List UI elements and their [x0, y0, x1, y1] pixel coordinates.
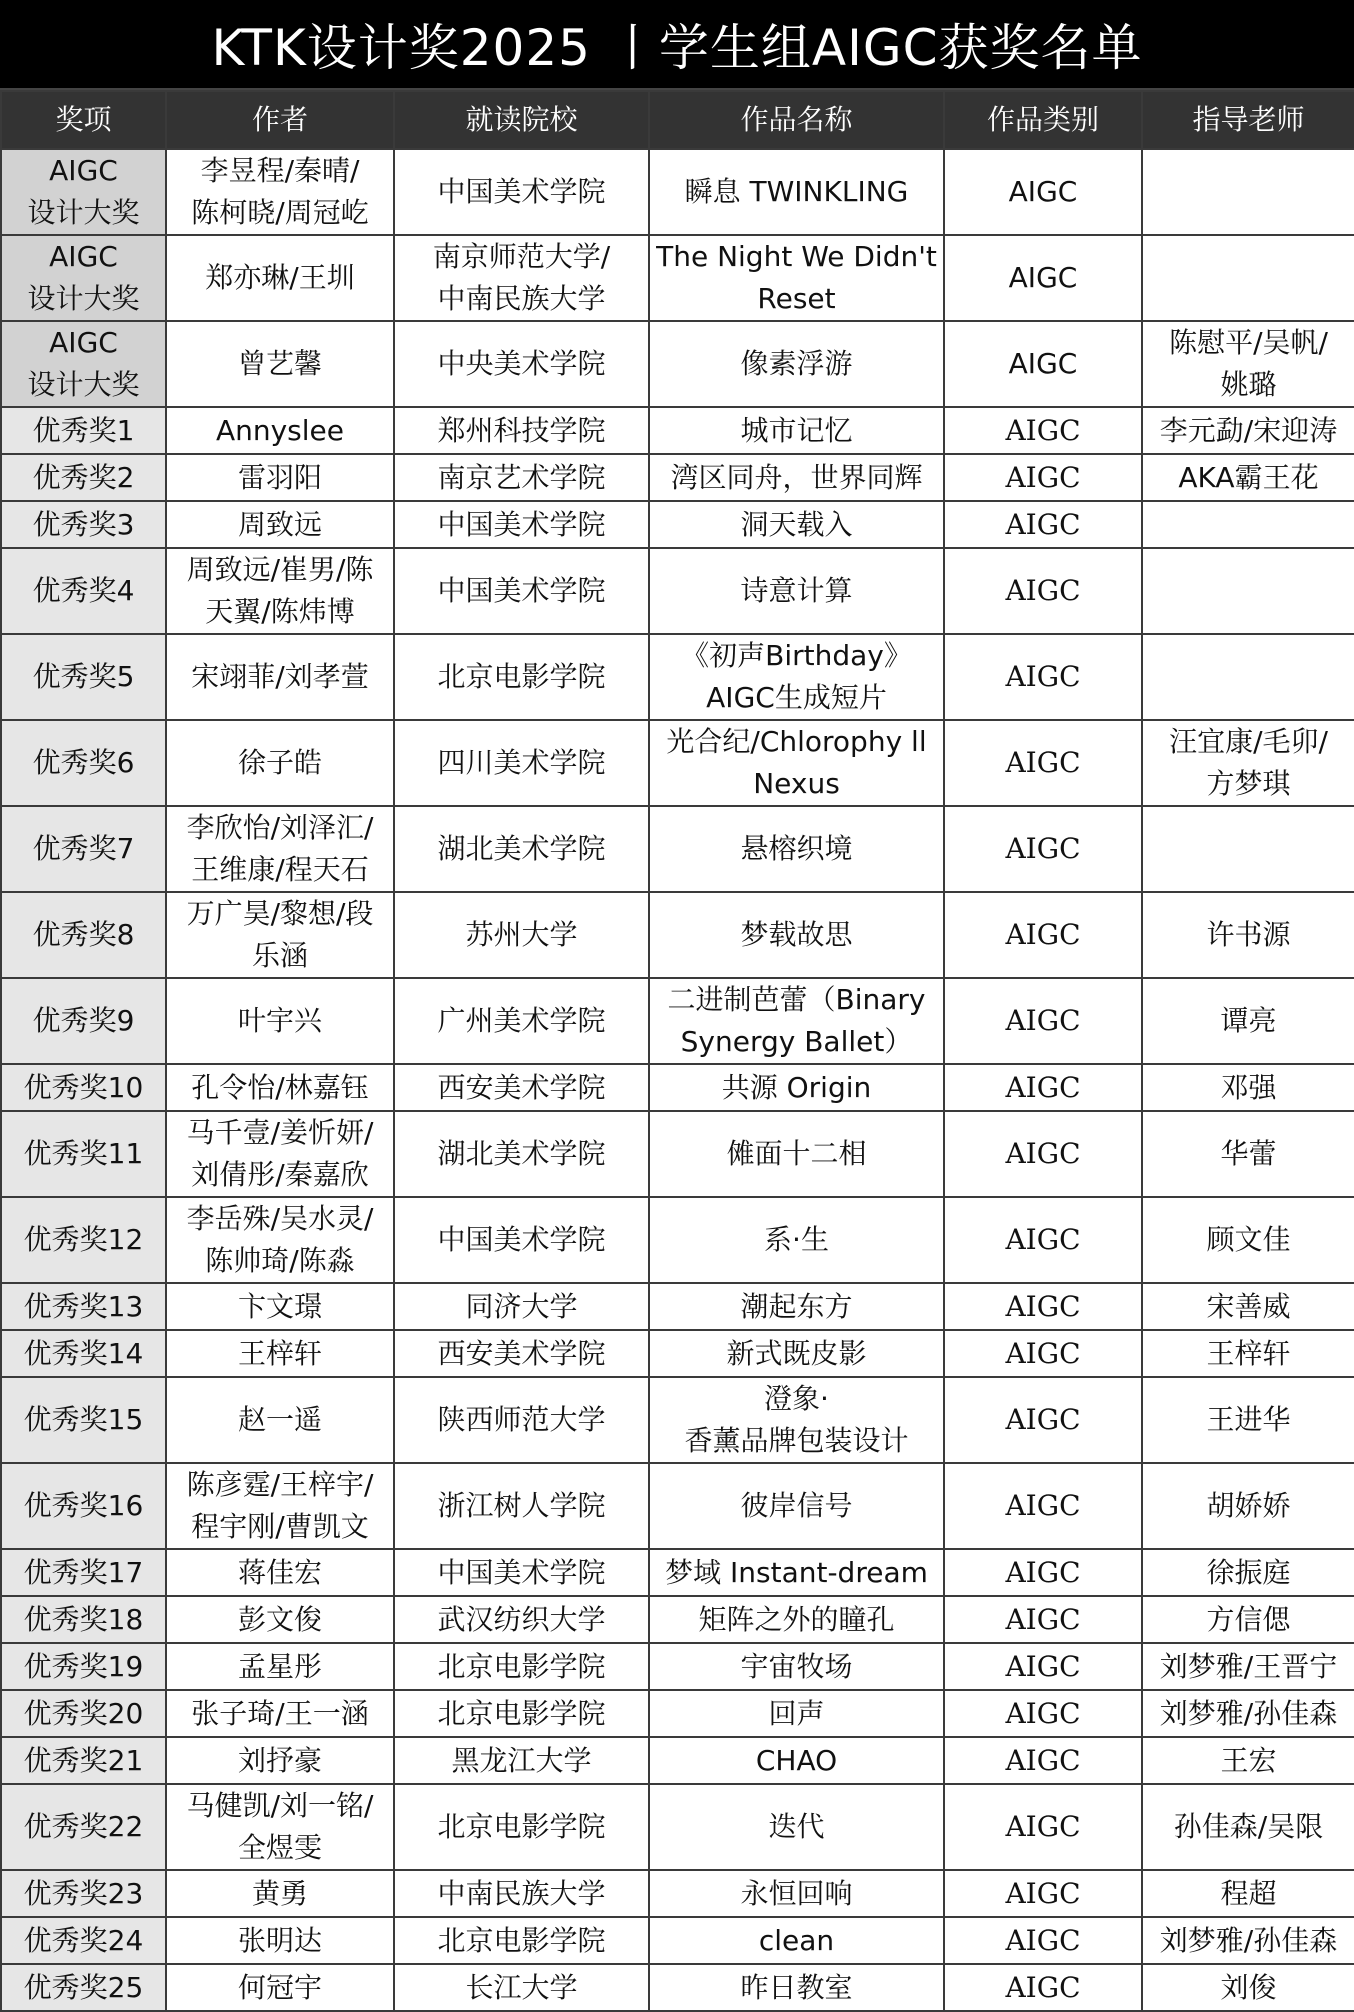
- category-cell: AIGC: [944, 978, 1142, 1064]
- table-row: [1, 720, 1354, 806]
- table-body: [1, 149, 1354, 2011]
- award-cell: 优秀奖24: [1, 1917, 166, 1964]
- advisor-cell: 李元勐/宋迎涛: [1142, 407, 1354, 454]
- advisor-cell: [1142, 149, 1354, 235]
- award-cell: 优秀奖14: [1, 1330, 166, 1377]
- author-cell: 卞文璟: [166, 1283, 394, 1330]
- category-cell: AIGC: [944, 454, 1142, 501]
- advisor-cell: 谭亮: [1142, 978, 1354, 1064]
- work-title-cell: 二进制芭蕾（Binary Synergy Ballet）: [649, 978, 944, 1064]
- school-cell: 中央美术学院: [394, 321, 649, 407]
- advisor-cell: [1142, 501, 1354, 548]
- author-cell: 李岳殊/吴水灵/ 陈帅琦/陈淼: [166, 1197, 394, 1283]
- advisor-cell: 邓强: [1142, 1064, 1354, 1111]
- work-title-cell: 新式既皮影: [649, 1330, 944, 1377]
- school-cell: 北京电影学院: [394, 1917, 649, 1964]
- award-cell: 优秀奖17: [1, 1549, 166, 1596]
- column-header-advisor: 指导老师: [1142, 91, 1354, 149]
- school-cell: 陕西师范大学: [394, 1377, 649, 1463]
- advisor-cell: 程超: [1142, 1870, 1354, 1917]
- author-cell: 万广昊/黎想/段 乐涵: [166, 892, 394, 978]
- school-cell: 南京艺术学院: [394, 454, 649, 501]
- table-row: [1, 321, 1354, 407]
- table-row: [1, 634, 1354, 720]
- advisor-cell: 刘梦雅/王晋宁: [1142, 1643, 1354, 1690]
- author-cell: Annyslee: [166, 407, 394, 454]
- school-cell: 黑龙江大学: [394, 1737, 649, 1784]
- advisor-cell: [1142, 806, 1354, 892]
- advisor-cell: 刘俊: [1142, 1964, 1354, 2011]
- award-cell: AIGC 设计大奖: [1, 149, 166, 235]
- category-cell: AIGC: [944, 321, 1142, 407]
- category-cell: AIGC: [944, 1111, 1142, 1197]
- table-row: [1, 1111, 1354, 1197]
- work-title-cell: 澄象· 香薰品牌包装设计: [649, 1377, 944, 1463]
- table-row: [1, 548, 1354, 634]
- award-cell: 优秀奖6: [1, 720, 166, 806]
- work-title-cell: 矩阵之外的瞳孔: [649, 1596, 944, 1643]
- table-row: [1, 149, 1354, 235]
- category-cell: AIGC: [944, 720, 1142, 806]
- table-row: [1, 501, 1354, 548]
- work-title-cell: 迭代: [649, 1784, 944, 1870]
- author-cell: 陈彦霆/王梓宇/ 程宇刚/曹凯文: [166, 1463, 394, 1549]
- award-cell: 优秀奖4: [1, 548, 166, 634]
- advisor-cell: 陈慰平/吴帆/ 姚璐: [1142, 321, 1354, 407]
- school-cell: 中国美术学院: [394, 501, 649, 548]
- advisor-cell: 顾文佳: [1142, 1197, 1354, 1283]
- author-cell: 张明达: [166, 1917, 394, 1964]
- table-row: [1, 892, 1354, 978]
- author-cell: 宋翊菲/刘孝萱: [166, 634, 394, 720]
- table-row: [1, 1596, 1354, 1643]
- award-cell: 优秀奖22: [1, 1784, 166, 1870]
- table-row: [1, 1064, 1354, 1111]
- advisor-cell: 华蕾: [1142, 1111, 1354, 1197]
- author-cell: 彭文俊: [166, 1596, 394, 1643]
- work-title-cell: 潮起东方: [649, 1283, 944, 1330]
- table-row: [1, 1330, 1354, 1377]
- school-cell: 北京电影学院: [394, 1784, 649, 1870]
- category-cell: AIGC: [944, 1690, 1142, 1737]
- author-cell: 蒋佳宏: [166, 1549, 394, 1596]
- work-title-cell: 洞天载入: [649, 501, 944, 548]
- author-cell: 马千壹/姜忻妍/ 刘倩彤/秦嘉欣: [166, 1111, 394, 1197]
- table-row: [1, 1870, 1354, 1917]
- school-cell: 中国美术学院: [394, 149, 649, 235]
- table-row: [1, 1964, 1354, 2011]
- advisor-cell: [1142, 634, 1354, 720]
- table-row: [1, 806, 1354, 892]
- award-cell: 优秀奖15: [1, 1377, 166, 1463]
- work-title-cell: 昨日教室: [649, 1964, 944, 2011]
- table-row: [1, 1690, 1354, 1737]
- table-row: [1, 1917, 1354, 1964]
- author-cell: 李昱程/秦晴/ 陈柯晓/周冠屹: [166, 149, 394, 235]
- advisor-cell: 刘梦雅/孙佳森: [1142, 1917, 1354, 1964]
- author-cell: 孔令怡/林嘉钰: [166, 1064, 394, 1111]
- school-cell: 北京电影学院: [394, 634, 649, 720]
- award-cell: AIGC 设计大奖: [1, 235, 166, 321]
- award-cell: 优秀奖2: [1, 454, 166, 501]
- author-cell: 黄勇: [166, 1870, 394, 1917]
- school-cell: 郑州科技学院: [394, 407, 649, 454]
- author-cell: 周致远/崔男/陈 天翼/陈炜博: [166, 548, 394, 634]
- category-cell: AIGC: [944, 634, 1142, 720]
- table-row: [1, 1737, 1354, 1784]
- award-cell: 优秀奖18: [1, 1596, 166, 1643]
- advisor-cell: 许书源: [1142, 892, 1354, 978]
- award-cell: 优秀奖19: [1, 1643, 166, 1690]
- school-cell: 中国美术学院: [394, 548, 649, 634]
- award-cell: 优秀奖16: [1, 1463, 166, 1549]
- work-title-cell: 梦载故思: [649, 892, 944, 978]
- author-cell: 周致远: [166, 501, 394, 548]
- work-title-cell: 傩面十二相: [649, 1111, 944, 1197]
- advisor-cell: 徐振庭: [1142, 1549, 1354, 1596]
- work-title-cell: 梦域 Instant-dream: [649, 1549, 944, 1596]
- category-cell: AIGC: [944, 149, 1142, 235]
- category-cell: AIGC: [944, 501, 1142, 548]
- category-cell: AIGC: [944, 806, 1142, 892]
- school-cell: 湖北美术学院: [394, 1111, 649, 1197]
- work-title-cell: 《初声Birthday》 AIGC生成短片: [649, 634, 944, 720]
- award-cell: 优秀奖10: [1, 1064, 166, 1111]
- school-cell: 长江大学: [394, 1964, 649, 2011]
- category-cell: AIGC: [944, 892, 1142, 978]
- school-cell: 北京电影学院: [394, 1643, 649, 1690]
- category-cell: AIGC: [944, 235, 1142, 321]
- work-title-cell: 诗意计算: [649, 548, 944, 634]
- column-header-category: 作品类别: [944, 91, 1142, 149]
- category-cell: AIGC: [944, 1330, 1142, 1377]
- award-cell: 优秀奖5: [1, 634, 166, 720]
- author-cell: 马健凯/刘一铭/ 全煜雯: [166, 1784, 394, 1870]
- award-cell: 优秀奖9: [1, 978, 166, 1064]
- work-title-cell: 永恒回响: [649, 1870, 944, 1917]
- table-row: [1, 235, 1354, 321]
- advisor-cell: AKA霸王花: [1142, 454, 1354, 501]
- advisor-cell: 王宏: [1142, 1737, 1354, 1784]
- advisor-cell: 方信偲: [1142, 1596, 1354, 1643]
- work-title-cell: The Night We Didn't Reset: [649, 235, 944, 321]
- work-title-cell: 共源 Origin: [649, 1064, 944, 1111]
- school-cell: 广州美术学院: [394, 978, 649, 1064]
- table-row: [1, 1197, 1354, 1283]
- advisor-cell: 汪宜康/毛卯/ 方梦琪: [1142, 720, 1354, 806]
- table-row: [1, 407, 1354, 454]
- work-title-cell: 光合纪/Chlorophy ll Nexus: [649, 720, 944, 806]
- author-cell: 曾艺馨: [166, 321, 394, 407]
- page-title: KTK设计奖2025 丨学生组AIGC获奖名单: [0, 0, 1354, 90]
- category-cell: AIGC: [944, 1784, 1142, 1870]
- award-cell: 优秀奖25: [1, 1964, 166, 2011]
- award-cell: 优秀奖7: [1, 806, 166, 892]
- category-cell: AIGC: [944, 1964, 1142, 2011]
- category-cell: AIGC: [944, 1596, 1142, 1643]
- school-cell: 浙江树人学院: [394, 1463, 649, 1549]
- table-row: [1, 454, 1354, 501]
- school-cell: 南京师范大学/ 中南民族大学: [394, 235, 649, 321]
- table-row: [1, 1784, 1354, 1870]
- author-cell: 赵一遥: [166, 1377, 394, 1463]
- work-title-cell: 悬榕织境: [649, 806, 944, 892]
- work-title-cell: 彼岸信号: [649, 1463, 944, 1549]
- advisor-cell: 王进华: [1142, 1377, 1354, 1463]
- work-title-cell: CHAO: [649, 1737, 944, 1784]
- category-cell: AIGC: [944, 1064, 1142, 1111]
- table-row: [1, 978, 1354, 1064]
- award-cell: 优秀奖11: [1, 1111, 166, 1197]
- column-header-author: 作者: [166, 91, 394, 149]
- school-cell: 同济大学: [394, 1283, 649, 1330]
- table-header-row: [1, 91, 1354, 149]
- advisor-cell: 王梓轩: [1142, 1330, 1354, 1377]
- category-cell: AIGC: [944, 1549, 1142, 1596]
- award-cell: 优秀奖13: [1, 1283, 166, 1330]
- author-cell: 李欣怡/刘泽汇/ 王维康/程天石: [166, 806, 394, 892]
- work-title-cell: 宇宙牧场: [649, 1643, 944, 1690]
- award-cell: 优秀奖23: [1, 1870, 166, 1917]
- school-cell: 湖北美术学院: [394, 806, 649, 892]
- school-cell: 中南民族大学: [394, 1870, 649, 1917]
- work-title-cell: 回声: [649, 1690, 944, 1737]
- school-cell: 西安美术学院: [394, 1330, 649, 1377]
- author-cell: 张子琦/王一涵: [166, 1690, 394, 1737]
- advisor-cell: 宋善威: [1142, 1283, 1354, 1330]
- author-cell: 雷羽阳: [166, 454, 394, 501]
- column-header-award: 奖项: [1, 91, 166, 149]
- work-title-cell: 城市记忆: [649, 407, 944, 454]
- awards-table: [0, 90, 1354, 2012]
- author-cell: 何冠宇: [166, 1964, 394, 2011]
- work-title-cell: 像素浮游: [649, 321, 944, 407]
- award-cell: 优秀奖8: [1, 892, 166, 978]
- advisor-cell: 刘梦雅/孙佳森: [1142, 1690, 1354, 1737]
- category-cell: AIGC: [944, 1377, 1142, 1463]
- award-cell: 优秀奖12: [1, 1197, 166, 1283]
- category-cell: AIGC: [944, 1197, 1142, 1283]
- award-cell: 优秀奖1: [1, 407, 166, 454]
- author-cell: 徐子皓: [166, 720, 394, 806]
- school-cell: 中国美术学院: [394, 1549, 649, 1596]
- table-row: [1, 1643, 1354, 1690]
- table-row: [1, 1283, 1354, 1330]
- category-cell: AIGC: [944, 1643, 1142, 1690]
- advisor-cell: 孙佳森/吴限: [1142, 1784, 1354, 1870]
- school-cell: 西安美术学院: [394, 1064, 649, 1111]
- work-title-cell: 湾区同舟，世界同辉: [649, 454, 944, 501]
- school-cell: 中国美术学院: [394, 1197, 649, 1283]
- award-cell: 优秀奖3: [1, 501, 166, 548]
- author-cell: 刘抒豪: [166, 1737, 394, 1784]
- author-cell: 孟星彤: [166, 1643, 394, 1690]
- school-cell: 武汉纺织大学: [394, 1596, 649, 1643]
- award-cell: 优秀奖21: [1, 1737, 166, 1784]
- award-cell: AIGC 设计大奖: [1, 321, 166, 407]
- table-row: [1, 1463, 1354, 1549]
- category-cell: AIGC: [944, 548, 1142, 634]
- category-cell: AIGC: [944, 1283, 1142, 1330]
- category-cell: AIGC: [944, 1737, 1142, 1784]
- advisor-cell: 胡娇娇: [1142, 1463, 1354, 1549]
- school-cell: 四川美术学院: [394, 720, 649, 806]
- column-header-work-title: 作品名称: [649, 91, 944, 149]
- category-cell: AIGC: [944, 407, 1142, 454]
- school-cell: 苏州大学: [394, 892, 649, 978]
- advisor-cell: [1142, 548, 1354, 634]
- table-row: [1, 1549, 1354, 1596]
- work-title-cell: clean: [649, 1917, 944, 1964]
- column-header-school: 就读院校: [394, 91, 649, 149]
- work-title-cell: 瞬息 TWINKLING: [649, 149, 944, 235]
- author-cell: 叶宇兴: [166, 978, 394, 1064]
- advisor-cell: [1142, 235, 1354, 321]
- category-cell: AIGC: [944, 1870, 1142, 1917]
- award-cell: 优秀奖20: [1, 1690, 166, 1737]
- work-title-cell: 系·生: [649, 1197, 944, 1283]
- category-cell: AIGC: [944, 1917, 1142, 1964]
- table-row: [1, 1377, 1354, 1463]
- school-cell: 北京电影学院: [394, 1690, 649, 1737]
- category-cell: AIGC: [944, 1463, 1142, 1549]
- author-cell: 王梓轩: [166, 1330, 394, 1377]
- author-cell: 郑亦琳/王圳: [166, 235, 394, 321]
